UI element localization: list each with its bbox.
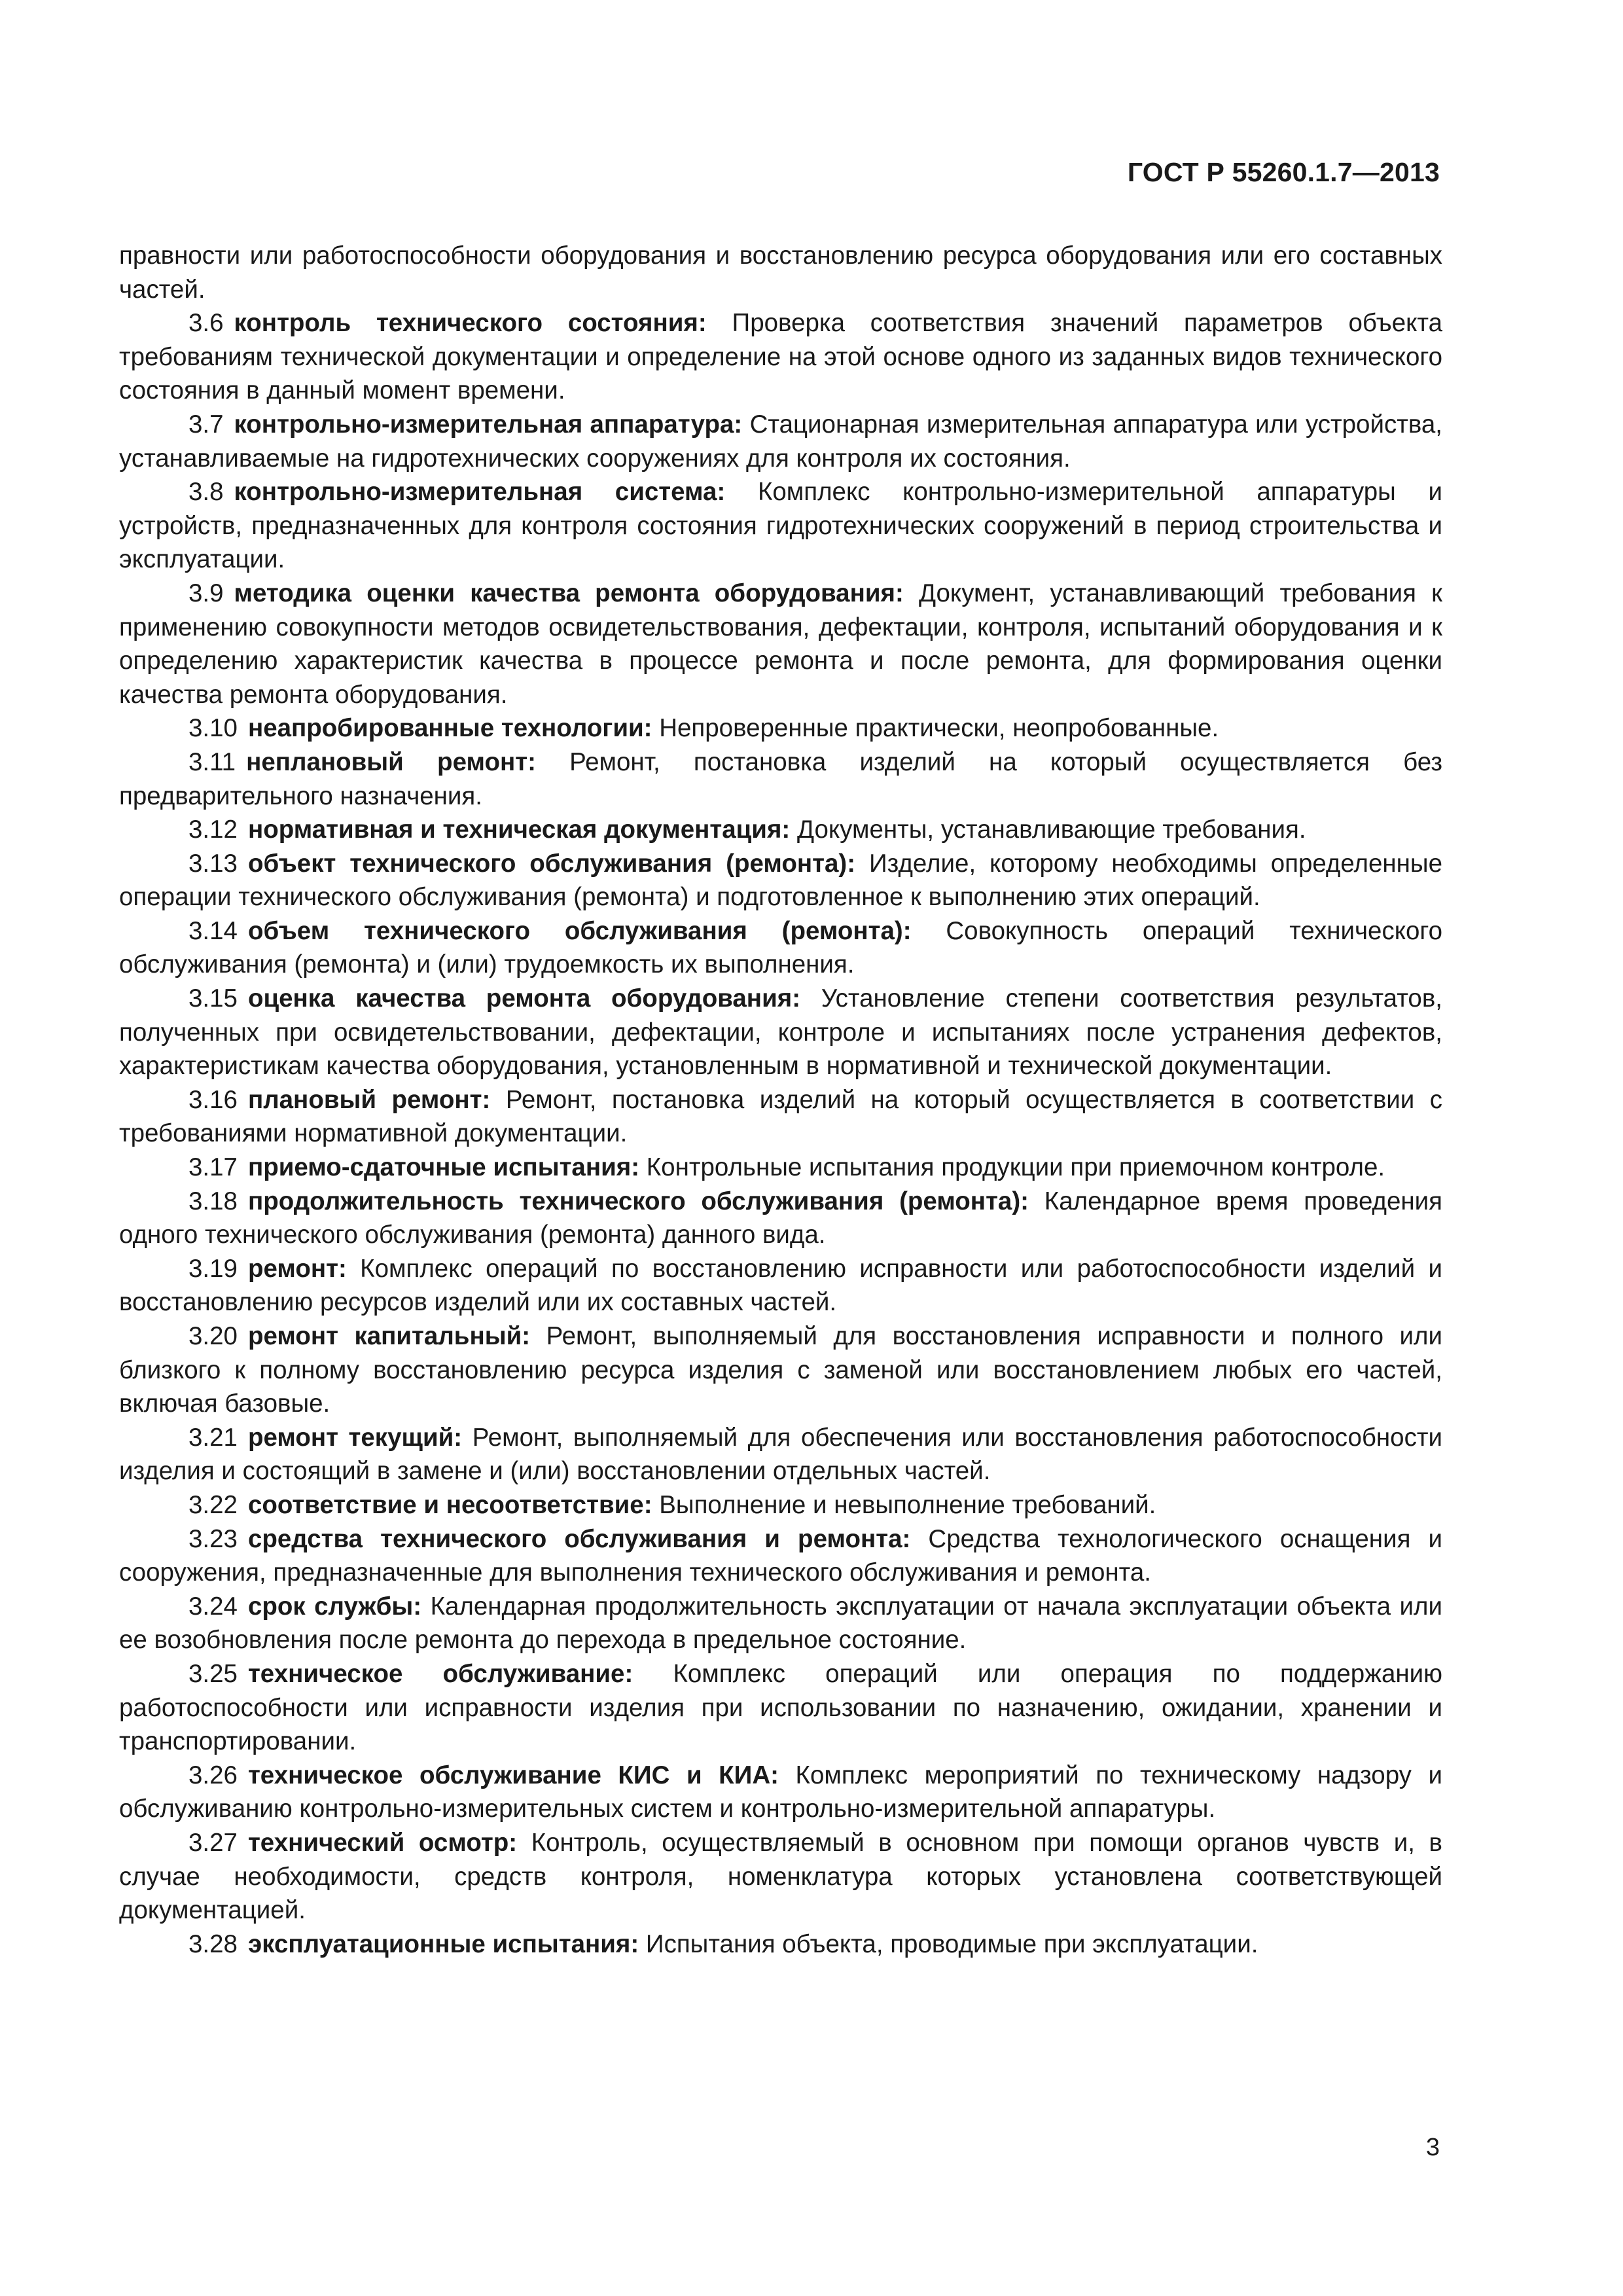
term-number: 3.27 bbox=[188, 1828, 238, 1857]
term-name: контрольно-измерительная система: bbox=[234, 478, 726, 507]
term-name: объект технического обслуживания (ремонта): bbox=[247, 849, 856, 878]
term-entry bbox=[119, 408, 1442, 475]
term-name: средства технического обслуживания и ремонта: bbox=[247, 1524, 911, 1553]
term-entry bbox=[119, 1657, 1442, 1759]
term-entry bbox=[119, 1083, 1442, 1151]
term-number: 3.18 bbox=[188, 1187, 238, 1215]
term-definition: Ремонт, постановка изделий на который осуществляется без предварительного назначения. bbox=[119, 747, 1442, 810]
term-definition: Ремонт, выполняемый для обеспечения или восстановления работоспособности изделия и состоящий в замене и (или) восстановлении отдельных частей. bbox=[119, 1423, 1442, 1486]
continuation-paragraph: правности или работоспособности оборудования и восстановлению ресурса оборудования или его составных частей. bbox=[119, 242, 1442, 304]
term-entry bbox=[119, 813, 1442, 847]
term-name: приемо-сдаточные испытания: bbox=[247, 1153, 640, 1182]
term-entry bbox=[119, 1488, 1442, 1522]
term-definition: Стационарная измерительная аппаратура или устройства, устанавливаемые на гидротехнических сооружениях для контроля их состояния. bbox=[119, 410, 1442, 473]
term-entry bbox=[119, 577, 1442, 711]
term-definition: Календарная продолжительность эксплуатации от начала эксплуатации объекта или ее возобновления после ремонта до перехода в предельное состояние. bbox=[119, 1592, 1443, 1655]
term-entry bbox=[119, 1522, 1442, 1590]
term-number: 3.10 bbox=[188, 714, 238, 743]
term-number: 3.9 bbox=[188, 579, 224, 607]
term-definition: Совокупность операций технического обслуживания (ремонта) и (или) трудоемкость их выполнения. bbox=[119, 916, 1442, 979]
page-number: 3 bbox=[1425, 2134, 1440, 2161]
term-number: 3.23 bbox=[188, 1524, 238, 1553]
terms-list bbox=[119, 306, 1442, 1961]
term-name: ремонт капитальный: bbox=[247, 1322, 531, 1350]
term-entry bbox=[119, 1759, 1442, 1826]
term-definition: Ремонт, постановка изделий на который осуществляется в соответствии с требованиями нормативной документации. bbox=[119, 1085, 1442, 1148]
term-number: 3.15 bbox=[188, 984, 238, 1013]
term-entry bbox=[119, 1826, 1442, 1928]
term-name: объем технического обслуживания (ремонта): bbox=[247, 916, 912, 945]
term-name: оценка качества ремонта оборудования: bbox=[247, 984, 801, 1013]
term-name: методика оценки качества ремонта оборудования: bbox=[234, 579, 904, 607]
term-number: 3.24 bbox=[188, 1592, 238, 1621]
term-entry bbox=[119, 847, 1442, 914]
term-number: 3.28 bbox=[188, 1929, 238, 1958]
term-definition: Контрольные испытания продукции при приемочном контроле. bbox=[646, 1153, 1385, 1182]
term-entry bbox=[119, 982, 1442, 1083]
term-definition: Установление степени соответствия результатов, полученных при освидетельствовании, дефектации, контроле и испытаниях после устранения дефектов, характеристикам качества оборудования, установленным в нормативной и технической документации. bbox=[119, 984, 1442, 1081]
term-entry bbox=[119, 475, 1442, 577]
term-definition: Выполнение и невыполнение требований. bbox=[659, 1490, 1156, 1519]
term-number: 3.6 bbox=[188, 309, 224, 338]
term-entry bbox=[119, 1252, 1442, 1319]
term-name: продолжительность технического обслуживания (ремонта): bbox=[247, 1187, 1029, 1215]
term-definition: Документ, устанавливающий требования к применению совокупности методов освидетельствования, дефектации, контроля, испытаний оборудования и к определению характеристик качества в процессе ремонта и после ремонта, для формирования оценки качества ремонта оборудования. bbox=[119, 579, 1443, 709]
term-definition: Ремонт, выполняемый для восстановления исправности и полного или близкого к полному восстановлению ресурса изделия с заменой или восстановлением любых его частей, включая базовые. bbox=[119, 1322, 1442, 1418]
term-number: 3.13 bbox=[188, 849, 238, 878]
term-definition: Комплекс контрольно-измерительной аппаратуры и устройств, предназначенных для контроля состояния гидротехнических сооружений в период строительства и эксплуатации. bbox=[119, 478, 1442, 574]
term-definition: Документы, устанавливающие требования. bbox=[796, 816, 1306, 844]
term-name: срок службы: bbox=[247, 1592, 422, 1621]
term-entry bbox=[119, 1185, 1442, 1252]
term-name: ремонт текущий: bbox=[247, 1423, 463, 1452]
term-name: неплановый ремонт: bbox=[246, 747, 536, 776]
term-entry bbox=[119, 1319, 1442, 1421]
term-entry bbox=[119, 1590, 1442, 1657]
term-name: неапробированные технологии: bbox=[247, 714, 652, 743]
term-definition: Непроверенные практически, неопробованные. bbox=[659, 714, 1219, 743]
term-name: техническое обслуживание КИС и КИА: bbox=[247, 1761, 779, 1789]
term-number: 3.21 bbox=[188, 1423, 238, 1452]
term-definition: Контроль, осуществляемый в основном при помощи органов чувств и, в случае необходимости, средств контроля, номенклатура которых установлена соответствующей документацией. bbox=[119, 1828, 1442, 1925]
term-name: плановый ремонт: bbox=[247, 1085, 491, 1114]
term-definition: Средства технологического оснащения и сооружения, предназначенные для выполнения технического обслуживания и ремонта. bbox=[119, 1524, 1443, 1587]
term-name: эксплуатационные испытания: bbox=[247, 1929, 639, 1958]
term-definition: Календарное время проведения одного технического обслуживания (ремонта) данного вида. bbox=[119, 1187, 1442, 1249]
term-number: 3.19 bbox=[188, 1254, 238, 1283]
term-name: технический осмотр: bbox=[247, 1828, 518, 1857]
term-definition: Испытания объекта, проводимые при эксплуатации. bbox=[645, 1929, 1258, 1958]
term-number: 3.26 bbox=[188, 1761, 238, 1789]
term-entry bbox=[119, 1151, 1442, 1185]
term-number: 3.11 bbox=[188, 747, 236, 776]
term-name: соответствие и несоответствие: bbox=[247, 1490, 652, 1519]
document-body bbox=[119, 239, 1442, 1961]
term-entry bbox=[119, 745, 1442, 813]
term-name: техническое обслуживание: bbox=[247, 1659, 633, 1688]
term-name: контроль технического состояния: bbox=[234, 309, 707, 338]
term-number: 3.20 bbox=[188, 1322, 238, 1350]
term-definition: Комплекс операций или операция по поддержанию работоспособности или исправности изделия при использовании по назначению, ожидании, хранении и транспортировании. bbox=[119, 1659, 1442, 1756]
term-number: 3.17 bbox=[188, 1153, 238, 1182]
term-definition: Изделие, которому необходимы определенные операции технического обслуживания (ремонта) и подготовленное к выполнению этих операций. bbox=[119, 849, 1443, 912]
term-name: ремонт: bbox=[247, 1254, 347, 1283]
term-number: 3.7 bbox=[188, 410, 224, 439]
term-number: 3.8 bbox=[188, 478, 224, 507]
term-number: 3.12 bbox=[188, 816, 238, 844]
term-entry bbox=[119, 914, 1442, 982]
term-name: контрольно-измерительная аппаратура: bbox=[234, 410, 743, 439]
term-definition: Комплекс операций по восстановлению исправности или работоспособности изделий и восстановлению ресурсов изделий или их составных частей. bbox=[119, 1254, 1442, 1317]
term-number: 3.22 bbox=[188, 1490, 238, 1519]
term-entry bbox=[119, 306, 1442, 408]
term-entry bbox=[119, 1421, 1442, 1488]
term-entry bbox=[119, 1928, 1442, 1962]
term-definition: Комплекс мероприятий по техническому надзору и обслуживанию контрольно-измерительных систем и контрольно-измерительной аппаратуры. bbox=[119, 1761, 1442, 1823]
standard-header: ГОСТ Р 55260.1.7—2013 bbox=[1127, 157, 1440, 187]
term-number: 3.14 bbox=[188, 916, 238, 945]
term-name: нормативная и техническая документация: bbox=[247, 816, 791, 844]
term-definition: Проверка соответствия значений параметров объекта требованиям технической документации и определение на этой основе одного из заданных видов технического состояния в данный момент времени. bbox=[119, 309, 1442, 405]
term-number: 3.16 bbox=[188, 1085, 238, 1114]
term-entry bbox=[119, 711, 1442, 745]
term-number: 3.25 bbox=[188, 1659, 238, 1688]
